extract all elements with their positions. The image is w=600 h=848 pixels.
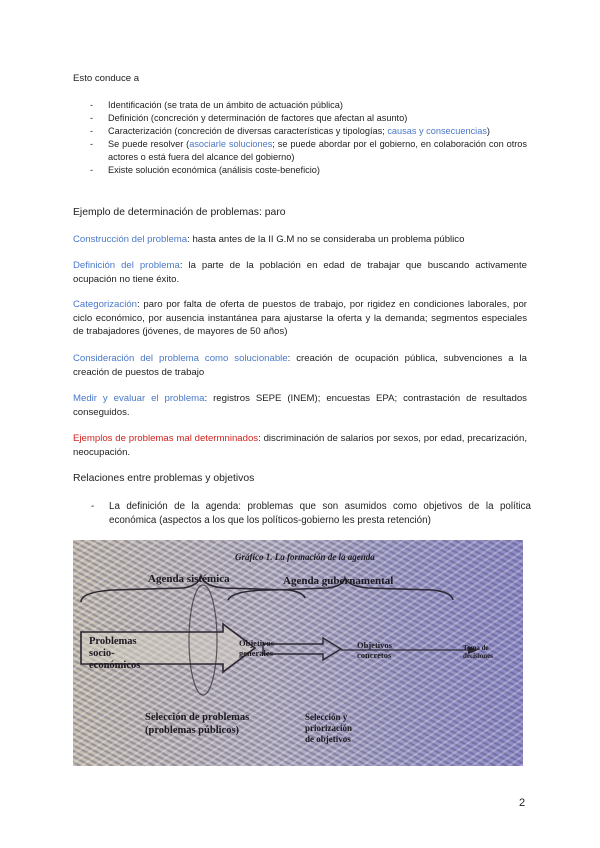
relations-list	[91, 500, 531, 528]
page-number: 2	[519, 797, 526, 809]
example-heading: Ejemplo de determinación de problemas: paro	[73, 207, 286, 218]
intro-text: Esto conduce a	[73, 73, 140, 84]
example-paragraph: Consideración del problema como solucionable: creación de ocupación pública, subvenciones a la creación de puestos de trabajo	[73, 353, 527, 378]
label-problemas: Problemas socio-económicos	[89, 636, 141, 671]
label-seleccion-problemas: Selección de problemas (problemas públicos)	[145, 712, 250, 736]
relations-heading: Relaciones entre problemas y objetivos	[73, 473, 255, 484]
example-paragraph: Construcción del problema: hasta antes de la II G.M no se consideraba un problema público	[73, 234, 465, 245]
figure-title: Gráfico 1. La formación de la agenda	[235, 552, 375, 562]
example-paragraph: Categorización: paro por falta de oferta de puestos de trabajo, por rigidez en condiciones laborales, por ciclo económico, por ausencia instantánea para ajustarse la oferta y la demanda; segmentos especiales de trabajadores (jóvenes, de mayores de 50 años)	[73, 299, 527, 338]
label-objetivos-generales: Objetivos generales	[239, 638, 274, 658]
label-objetivos-concretos: Objetivos concretos	[357, 640, 392, 660]
example-paragraph: Definición del problema: la parte de la población en edad de trabajar que buscando activamente ocupación no tiene éxito.	[73, 260, 527, 285]
highlight-text: causas y consecuencias	[387, 126, 487, 137]
list-item: - La definición de la agenda: problemas que son asumidos como objetivos de la política económica (aspectos a los que los políticos-gobierno les presta retención)	[91, 500, 531, 528]
list-item: - Se puede resolver (asociarle soluciones; se puede abordar por el gobierno, en colaboración con otros actores o está fuera del alcance del gobierno)	[90, 138, 527, 164]
determination-list	[90, 99, 527, 178]
example-paragraph: Medir y evaluar el problema: registros SEPE (INEM); encuestas EPA; contrastación de resultados conseguidos.	[73, 393, 527, 418]
agenda-formation-figure	[73, 540, 523, 766]
list-item: - Caracterización (concreción de diversas características y tipologías; causas y consecuencias)	[90, 125, 527, 138]
list-item: - Existe solución económica (análisis coste-beneficio)	[90, 164, 527, 177]
list-item: - Identificación (se trata de un ámbito de actuación pública)	[90, 99, 527, 112]
label-agenda-gubernamental: Agenda gubernamental	[283, 575, 394, 587]
example-paragraph: Ejemplos de problemas mal determninados: discriminación de salarios por sexos, por edad, precarización, neocupación.	[73, 433, 527, 458]
label-agenda-sistemica: Agenda sistémica	[148, 573, 230, 585]
label-seleccion-objetivos: Selección y priorización de objetivos	[305, 712, 352, 744]
label-toma-decisiones: Toma de decisiones	[463, 644, 493, 660]
list-item: - Definición (concreción y determinación de factores que afectan al asunto)	[90, 112, 527, 125]
highlight-text: asociarle soluciones	[189, 139, 273, 150]
